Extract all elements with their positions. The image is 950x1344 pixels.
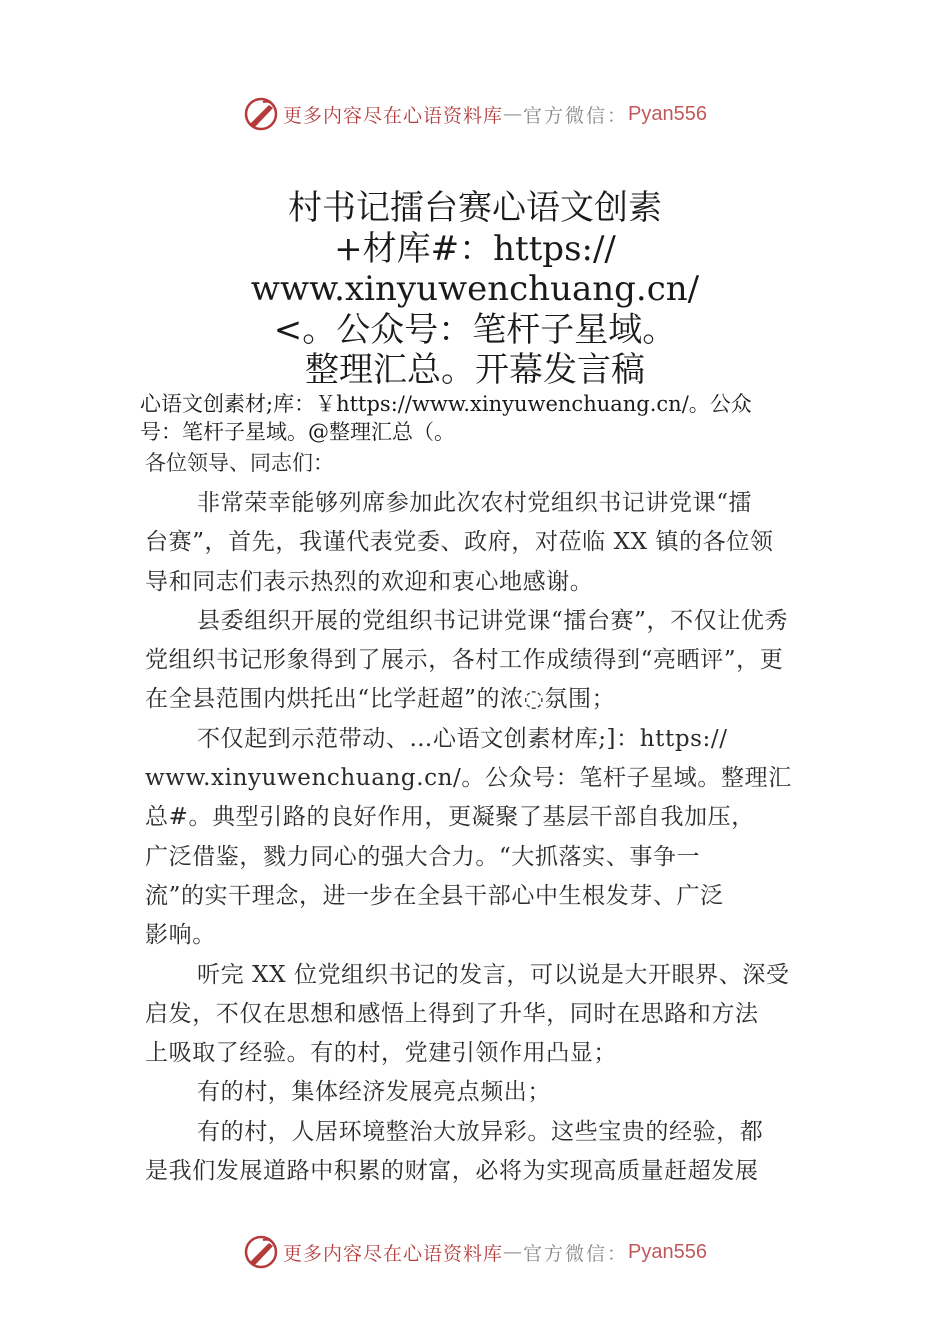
pen-logo-icon: [243, 1234, 279, 1270]
footer-banner: [0, 1232, 950, 1272]
body-line: 党组织书记形象得到了展示，各村工作成绩得到“亮晒评”，更: [145, 647, 784, 674]
pen-logo-icon: [243, 96, 279, 132]
body-line: 总#。典型引路的良好作用，更凝聚了基层干部自我加压，: [145, 804, 755, 831]
body-line: 影响。: [145, 922, 216, 949]
body-line: 不仅起到示范带动、…心语文创素材库;]：https://: [197, 725, 728, 752]
body-line: www.xinyuwenchuang.cn/。公众号：笔杆子星域。整理汇: [145, 765, 792, 792]
body-line: 在全县范围内烘托出“比学赶超”的浓◌氛围；: [145, 686, 616, 713]
banner-wechat-id: Pyan556: [628, 102, 707, 125]
source-note: [140, 390, 850, 446]
body-line: 听完 XX 位党组织书记的发言，可以说是大开眼界、深受: [197, 961, 790, 988]
body-line: 启发，不仅在思想和感悟上得到了升华，同时在思路和方法: [145, 1000, 759, 1027]
title-line: <。公众号：笔杆子星域。: [273, 309, 677, 350]
banner-separator: —: [503, 103, 524, 125]
source-line: 心语文创素材;库：￥https://www.xinyuwenchuang.cn/。公众: [140, 392, 752, 416]
banner-wechat-label: 官方微信：: [523, 1242, 629, 1265]
body-line: 有的村，人居环境整治大放异彩。这些宝贵的经验，都: [197, 1118, 764, 1145]
salutation: 各位领导、同志们：: [145, 451, 334, 475]
banner-wechat-label: 官方微信：: [523, 104, 629, 127]
source-line: 号：笔杆子星域。@整理汇总（。: [140, 420, 455, 444]
body-line: 有的村，集体经济发展亮点频出；: [197, 1079, 551, 1106]
body-line: 县委组织开展的党组织书记讲党课“擂台赛”，不仅让优秀: [197, 607, 789, 634]
body-line: 导和同志们表示热烈的欢迎和衷心地感谢。: [145, 568, 594, 595]
document-title: [60, 188, 890, 391]
body-line: 是我们发展道路中积累的财富，必将为实现高质量赶超发展: [145, 1158, 759, 1185]
banner-text: 更多内容尽在心语资料库: [283, 104, 504, 127]
body-line: 上吸取了经验。有的村，党建引领作用凸显；: [145, 1040, 617, 1067]
title-line: www.xinyuwenchuang.cn/: [250, 269, 700, 309]
header-banner: [0, 94, 950, 134]
body-line: 流”的实干理念，进一步在全县干部心中生根发芽、广泛: [145, 882, 724, 909]
body-text: [145, 484, 815, 1191]
banner-wechat-id: Pyan556: [628, 1240, 707, 1263]
title-line: +材库#：https://: [334, 228, 616, 269]
body-line: 广泛借鉴，戮力同心的强大合力。“大抓落实、事争一: [145, 843, 701, 870]
body-line: 非常荣幸能够列席参加此次农村党组织书记讲党课“擂: [197, 490, 753, 516]
banner-text: 更多内容尽在心语资料库: [283, 1242, 504, 1265]
body-line: 台赛”，首先，我谨代表党委、政府，对莅临 XX 镇的各位领: [145, 529, 774, 556]
title-line: 整理汇总。开幕发言稿: [305, 350, 645, 390]
title-line: 村书记擂台赛心语文创素: [288, 188, 662, 228]
banner-separator: —: [503, 1241, 524, 1263]
